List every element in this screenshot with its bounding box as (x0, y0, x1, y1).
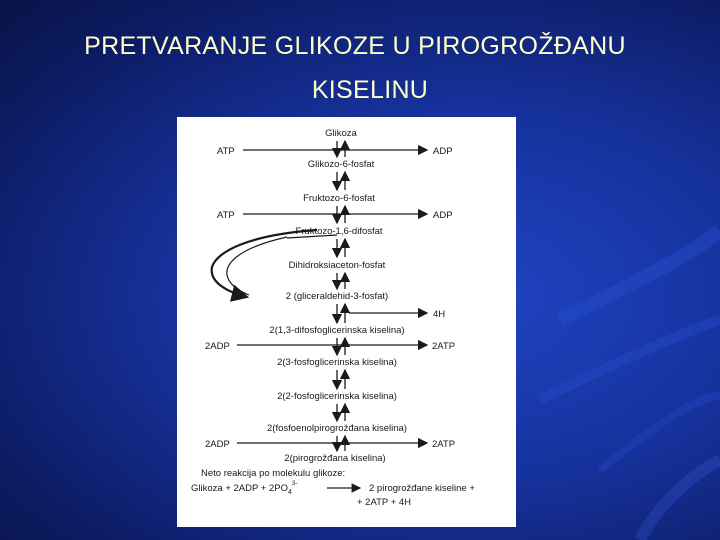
label-4h-out: 4H (433, 309, 446, 320)
compound-2-fosfoglicerinska: 2(2-fosfoglicerinska kiselina) (277, 391, 397, 402)
compound-glikozo-6-fosfat: Glikozo-6-fosfat (307, 159, 375, 170)
label-adp-out-1: ADP (433, 146, 453, 157)
compound-gliceraldehid-3-fosfat: 2 (gliceraldehid-3-fosfat) (285, 291, 389, 302)
label-2adp-in-2: 2ADP (205, 439, 230, 450)
label-adp-out-2: ADP (433, 210, 453, 221)
net-reaction-lhs-subscript: 4 (288, 489, 292, 496)
compound-1-3-difosfoglicerinska: 2(1,3-difosfoglicerinska kiselina) (269, 325, 405, 336)
label-2atp-out-1: 2ATP (432, 341, 456, 352)
net-reaction-lhs (191, 480, 298, 496)
net-reaction-rhs-2: + 2ATP + 4H (357, 497, 412, 508)
glycolysis-diagram-svg (177, 117, 516, 527)
compound-3-fosfoglicerinska: 2(3-fosfoglicerinska kiselina) (277, 357, 397, 368)
label-2adp-in-1: 2ADP (205, 341, 230, 352)
compound-dihidroksiaceton-fosfat: Dihidroksiaceton-fosfat (288, 260, 386, 271)
net-reaction-rhs-1: 2 pirogrožđane kiseline + (369, 483, 475, 494)
compound-glikoza: Glikoza (325, 128, 357, 139)
compound-fruktozo-1-6-difosfat: Fruktozo-1,6-difosfat (295, 226, 383, 237)
net-reaction-lhs-superscript: 3- (291, 480, 298, 487)
net-reaction-lhs-main: Glikoza + 2ADP + 2PO (191, 483, 288, 494)
compound-fruktozo-6-fosfat: Fruktozo-6-fosfat (303, 193, 375, 204)
compound-fosfoenolpirogrozdana: 2(fosfoenolpirogrožđana kiselina) (267, 423, 407, 434)
slide-title-line-2: KISELINU (311, 76, 429, 104)
label-atp-in-2: ATP (217, 210, 235, 221)
glycolysis-diagram (177, 117, 516, 527)
slide-title-line-1: PRETVARANJE GLIKOZE U PIROGROŽĐANU (84, 32, 626, 60)
label-2atp-out-2: 2ATP (432, 439, 456, 450)
net-reaction-heading: Neto reakcija po molekulu glikoze: (201, 468, 346, 479)
compound-pirogrozdana: 2(pirogrožđana kiselina) (284, 453, 386, 464)
label-atp-in-1: ATP (217, 146, 235, 157)
